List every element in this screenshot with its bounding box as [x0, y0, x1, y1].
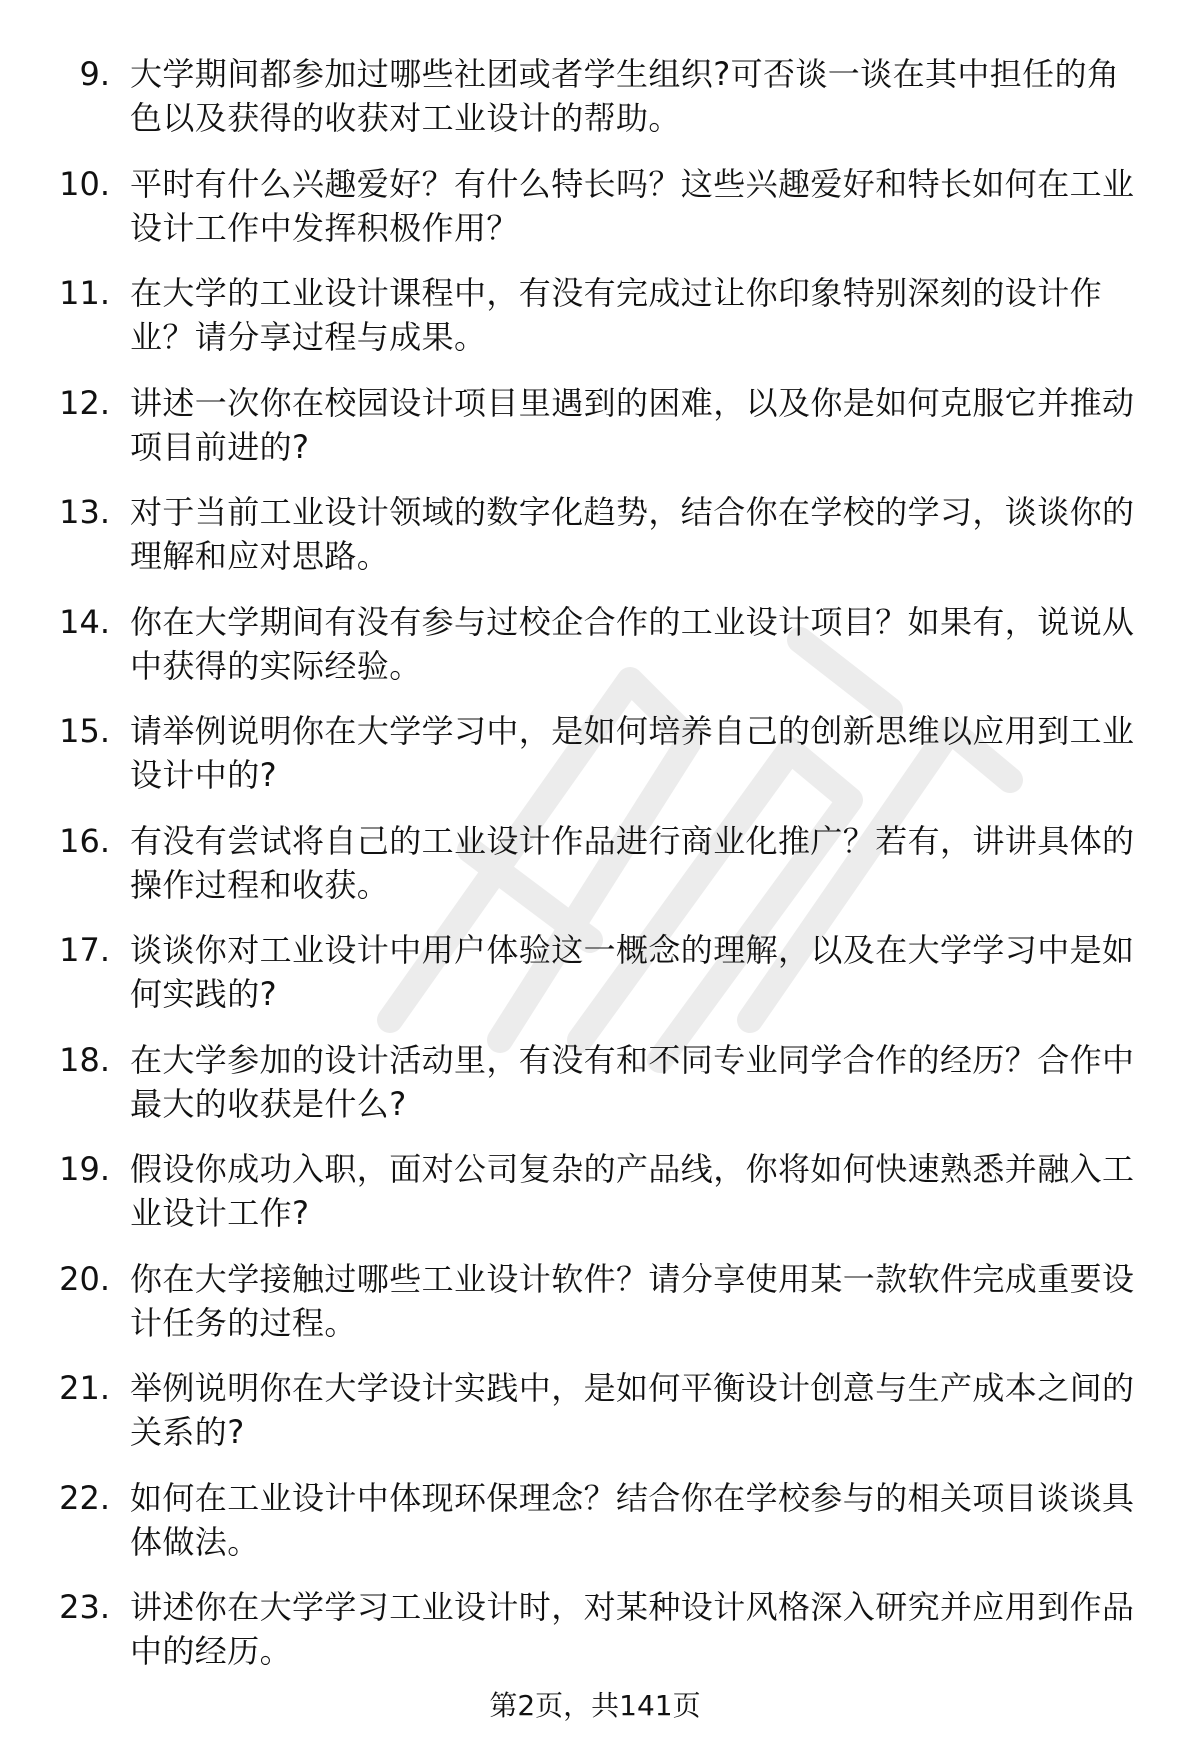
question-number: 13.: [59, 493, 110, 531]
list-item: [0, 928, 1190, 1038]
question-text: 如何在工业设计中体现环保理念？结合你在学校参与的相关项目谈谈具体做法。: [130, 1478, 1135, 1561]
question-text: 举例说明你在大学设计实践中，是如何平衡设计创意与生产成本之间的关系的?: [130, 1369, 1135, 1451]
list-item: [0, 271, 1190, 381]
question-number: 9.: [79, 55, 110, 93]
question-text: 谈谈你对工业设计中用户体验这一概念的理解，以及在大学学习中是如何实践的?: [130, 931, 1135, 1013]
question-number: 16.: [59, 821, 110, 860]
list-item: [0, 1147, 1190, 1257]
question-number: 12.: [59, 383, 110, 422]
question-text: 请举例说明你在大学学习中，是如何培养自己的创新思维以应用到工业设计中的?: [130, 712, 1135, 794]
question-number: 15.: [59, 712, 110, 750]
question-text: 讲述你在大学学习工业设计时，对某种设计风格深入研究并应用到作品中的经历。: [130, 1588, 1135, 1670]
question-number: 18.: [59, 1040, 110, 1079]
question-number: 14.: [59, 602, 110, 641]
question-list: [0, 52, 1190, 1695]
list-item: [0, 819, 1190, 929]
list-item: [0, 1257, 1190, 1367]
list-item: [0, 381, 1190, 491]
question-number: 23.: [59, 1588, 110, 1626]
question-text: 平时有什么兴趣爱好？有什么特长吗？这些兴趣爱好和特长如何在工业设计工作中发挥积极作用？: [130, 164, 1135, 247]
question-text: 有没有尝试将自己的工业设计作品进行商业化推广？若有，讲讲具体的操作过程和收获。: [130, 821, 1135, 904]
list-item: [0, 490, 1190, 600]
question-text: 在大学的工业设计课程中，有没有完成过让你印象特别深刻的设计作业？请分享过程与成果。: [130, 274, 1103, 356]
question-text: 在大学参加的设计活动里，有没有和不同专业同学合作的经历？合作中最大的收获是什么?: [130, 1040, 1135, 1123]
list-item: [0, 1038, 1190, 1148]
question-number: 22.: [59, 1478, 110, 1517]
question-text: 对于当前工业设计领域的数字化趋势，结合你在学校的学习，谈谈你的理解和应对思路。: [130, 493, 1135, 575]
list-item: [0, 162, 1190, 272]
question-text: 假设你成功入职，面对公司复杂的产品线，你将如何快速熟悉并融入工业设计工作?: [130, 1150, 1135, 1232]
list-item: [0, 52, 1190, 162]
question-number: 20.: [59, 1259, 110, 1298]
list-item: [0, 1476, 1190, 1586]
page-number-label: 第2页，共141页: [489, 1689, 701, 1722]
page-footer: [0, 1688, 1190, 1724]
question-number: 11.: [59, 274, 110, 312]
question-text: 大学期间都参加过哪些社团或者学生组织?可否谈一谈在其中担任的角色以及获得的收获对工业设计的帮助。: [130, 55, 1120, 137]
question-text: 你在大学期间有没有参与过校企合作的工业设计项目？如果有，说说从中获得的实际经验。: [130, 602, 1135, 685]
question-number: 17.: [59, 931, 110, 969]
question-text: 你在大学接触过哪些工业设计软件？请分享使用某一款软件完成重要设计任务的过程。: [130, 1259, 1135, 1342]
question-number: 10.: [59, 164, 110, 203]
question-number: 21.: [59, 1369, 110, 1407]
list-item: [0, 1366, 1190, 1476]
question-number: 19.: [59, 1150, 110, 1188]
list-item: [0, 709, 1190, 819]
list-item: [0, 1585, 1190, 1695]
question-text: 讲述一次你在校园设计项目里遇到的困难，以及你是如何克服它并推动项目前进的?: [130, 383, 1135, 466]
list-item: [0, 600, 1190, 710]
